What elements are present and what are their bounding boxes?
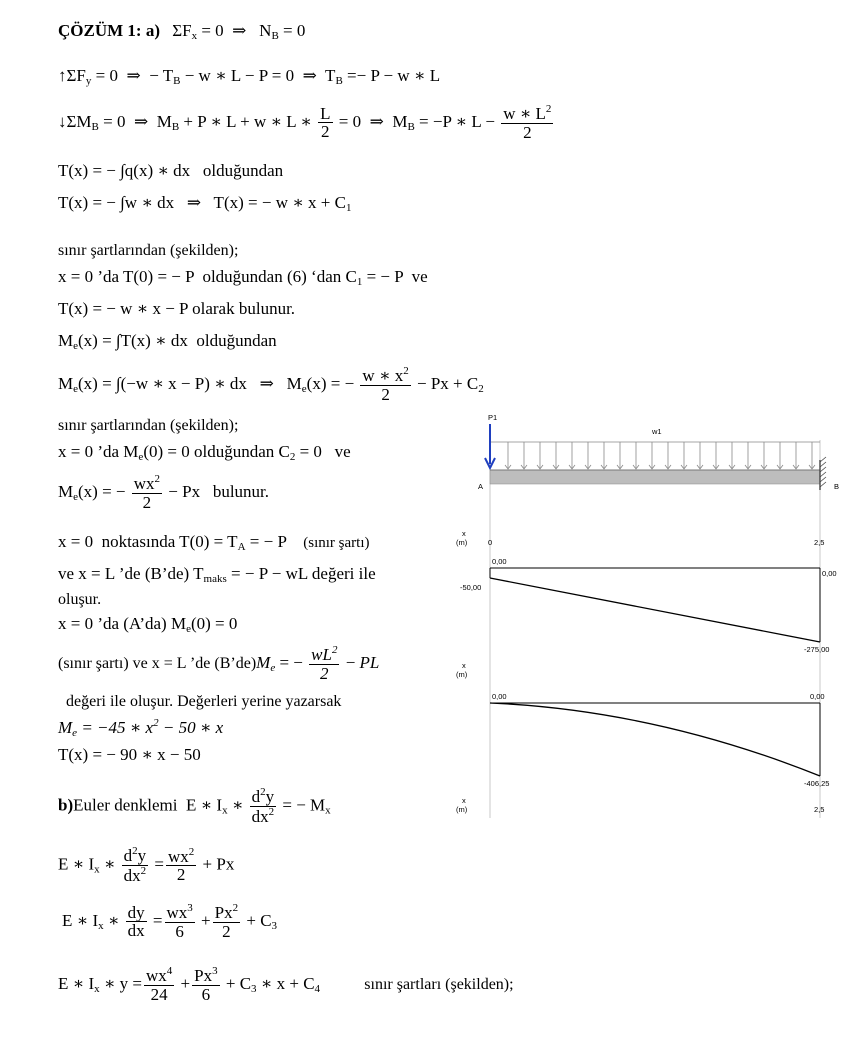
fraction-wx2-2-b: $\frac{wx^2}{2}$ <box>168 845 195 885</box>
point-load-label: P1 <box>488 413 498 422</box>
line-9: $M_e(x) = \int T(x)$ ∗ dx olduğundan <box>58 331 277 352</box>
beam-diagram-svg <box>440 410 844 830</box>
x-start-tick: 0 <box>488 538 493 547</box>
line-15: ve x = L ’de (B’de) $T_{maks}$ = − P − wL değeri ile <box>58 564 376 585</box>
line-18: (sınır şartı) ve x = L ’de $(B’de)M_e$ = − $\frac{wL^2}{2}$ − PL <box>58 644 380 683</box>
axis-unit-label-2: (m) <box>456 670 468 679</box>
shear-start-top-value: 0,00 <box>492 557 507 566</box>
line-23: E ∗ $I_x$ ∗ $\frac{d^2y}{dx^2}$ = $\frac{wx^2}{2}$ + Px <box>58 845 235 885</box>
eq-sum-fy: $↑\Sigma F_y = 0$ ⇒ − $T_B - w$ ∗ L − P = 0 ⇒ $T_B =- P - w$ ∗ L <box>58 66 441 87</box>
line-25: E ∗ $I_x$ ∗ y = $\frac{wx^4}{24}$ + $\frac{Px^3}{6}$ + $C_3$ ∗ $x + C_4$ sınır şartları (şekilden); <box>58 965 514 1004</box>
distributed-load-arrows <box>505 442 815 469</box>
axis-x-label-2: x <box>462 661 466 670</box>
fraction-wl2-over-2: $\frac{w ∗ L^2}{2}$ <box>503 103 552 142</box>
beam-diagram-figure <box>440 410 844 830</box>
line-6: sınır şartlarından (şekilden); <box>58 242 239 259</box>
moment-right-bottom-value: -406,25 <box>804 779 830 788</box>
moment-curve <box>490 703 820 776</box>
line-16: oluşur. <box>58 591 102 608</box>
line-24: E ∗ $I_x$ ∗ $\frac{dy}{dx}$ = $\frac{wx^3}{6}$ + $\frac{Px^2}{2}$ + $C_3$ <box>62 902 278 941</box>
x-end-tick-3: 2,5 <box>814 805 825 814</box>
x-end-tick: 2,5 <box>814 538 825 547</box>
fraction-d2y-dx2: $\frac{d^2y}{dx^2}$ <box>251 786 275 826</box>
line-11: sınır şartlarından (şekilden); <box>58 417 239 434</box>
fraction-px2-2: $\frac{Px^2}{2}$ <box>214 902 239 941</box>
line-4: T(x) = − ∫q(x) ∗ dx olduğundan <box>58 161 284 180</box>
support-b-label: B <box>834 482 840 491</box>
line-19: değeri ile oluşur. Değerleri yerine yazarsak <box>66 693 342 710</box>
line-7: x = 0 ’da T(0) = − P olduğundan (6) ‘dan $C_1$ = − P ve <box>58 267 428 288</box>
line-8: T(x) = − w ∗ x − P olarak bulunur. <box>58 299 296 318</box>
line-5: T(x) = − ∫w ∗ dx ⇒ T(x) = − w ∗ $x + C_1$ <box>58 193 352 214</box>
axis-unit-label-3: (m) <box>456 805 468 814</box>
axis-x-label-1: x <box>462 529 466 538</box>
line-2 <box>58 67 440 87</box>
line-14: x = 0 noktasında $T(0) = T_A$ = − P (sınır şartı) <box>58 532 370 553</box>
beam-body <box>490 470 820 484</box>
fraction-l-over-2: $\frac{L}{2}$ <box>320 103 331 142</box>
fraction-dy-dx: $\frac{dy}{dx}$ <box>127 902 145 941</box>
line-1 <box>58 22 305 42</box>
line-22: b)Euler denklemi E ∗ $I_x$ ∗ $\frac{d^2y}{dx^2}$ = − $M_x$ <box>58 786 331 826</box>
shear-left-value: -50,00 <box>460 583 482 592</box>
load-dist-label: w1 <box>652 427 662 436</box>
fraction-wx3-6: $\frac{wx^3}{6}$ <box>166 902 193 941</box>
line-20: $M_e = -45$ ∗ $x^2 - 50$ ∗ x <box>58 717 224 739</box>
fraction-px3-6: $\frac{Px^3}{6}$ <box>194 965 218 1004</box>
part-b-label: b) <box>58 795 74 815</box>
moment-right-top-value: 0,00 <box>810 692 825 701</box>
fixed-support-hatch <box>820 457 826 487</box>
axis-unit-label-1: (m) <box>456 538 468 547</box>
fraction-wx2-over-2: $\frac{w ∗ x^2}{2}$ <box>362 365 409 404</box>
eq-sum-fx: $\Sigma F_x = 0$ ⇒ $N_B = 0$ <box>172 21 306 42</box>
line-21: T(x) = − 90 ∗ x − 50 <box>58 745 201 764</box>
fraction-d2y-dx2-b: $\frac{d^2y}{dx^2}$ <box>123 845 147 885</box>
shear-right-top-value: 0,00 <box>822 569 837 578</box>
line-12: x = 0 ’da $M_e(0) = 0$ olduğundan $C_2 = 0$ ve <box>58 442 351 463</box>
line-13: $M_e(x)$ = − $\frac{wx^2}{2}$ − Px bulunur. <box>58 473 270 512</box>
moment-start-top-value: 0,00 <box>492 692 507 701</box>
line-17: x = 0 ’da (A’da) $M_e(0) = 0$ <box>58 614 238 635</box>
fraction-wl2: $\frac{wL^2}{2}$ <box>311 644 338 683</box>
shear-right-bottom-value: -275,00 <box>804 645 830 654</box>
fraction-wx2-2: $\frac{wx^2}{2}$ <box>133 473 161 512</box>
eq-sum-mb: $↓\Sigma M_B = 0$ ⇒ $M_B + P$ ∗ L + w ∗ L ∗ <box>58 111 312 133</box>
fraction-wx4-24: $\frac{wx^4}{24}$ <box>146 965 173 1004</box>
support-a-label: A <box>478 482 484 491</box>
boundary-conditions-note: sınır şartları (şekilden); <box>364 975 514 993</box>
solution-heading: ÇÖZÜM 1: a) <box>58 21 160 40</box>
axis-x-label-3: x <box>462 796 466 805</box>
shear-line <box>490 578 820 642</box>
line-3: $↓\Sigma M_B = 0$ ⇒ $M_B + P$ ∗ L + w ∗ L ∗ $\frac{L}{2}$ = 0 ⇒ $M_B = -P$ ∗ L − $\frac{w ∗ L^2}{2}$ <box>58 103 552 142</box>
line-10: $M_e(x) = \int(-w$ ∗ x − P) ∗ dx ⇒ $M_e(x)$ = − $\frac{w ∗ x^2}{2}$ − $Px + C_2$ <box>58 365 484 404</box>
